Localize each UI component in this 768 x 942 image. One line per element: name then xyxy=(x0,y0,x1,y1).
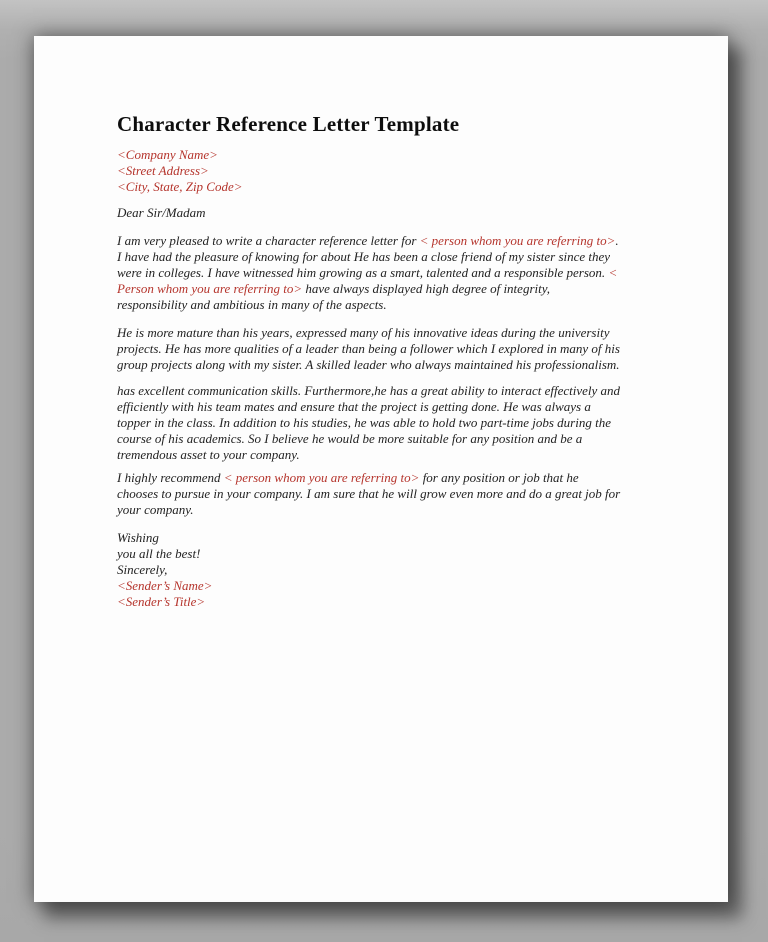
text-run: course of his academics. So I believe he would be more suitable for any position and be a xyxy=(117,431,583,446)
text-line xyxy=(117,357,670,373)
text-line xyxy=(117,281,670,297)
block-paragraph-3 xyxy=(117,383,670,463)
text-line xyxy=(117,530,670,546)
text-run: chooses to pursue in your company. I am sure that he will grow even more and do a great job for xyxy=(117,486,621,501)
text-line xyxy=(117,163,670,179)
text-run: your company. xyxy=(117,502,194,517)
text-run: you all the best! xyxy=(117,546,201,561)
placeholder-token: <City, State, Zip Code> xyxy=(117,179,243,194)
placeholder-token: Person whom you are referring to> xyxy=(117,281,303,296)
text-run: Sincerely, xyxy=(117,562,168,577)
text-line xyxy=(117,447,670,463)
placeholder-token: <Sender’s Name> xyxy=(117,578,213,593)
text-line xyxy=(117,383,670,399)
placeholder-token: <Street Address> xyxy=(117,163,209,178)
text-run: Dear Sir/Madam xyxy=(117,205,206,220)
text-line xyxy=(117,546,670,562)
text-line xyxy=(117,341,670,357)
letter-page xyxy=(34,36,728,902)
text-line xyxy=(117,325,670,341)
text-line xyxy=(117,502,670,518)
text-run: topper in the class. In addition to his studies, he was able to hold two part-time jobs during the xyxy=(117,415,611,430)
block-paragraph-4 xyxy=(117,470,670,518)
text-run: has excellent communication skills. Furthermore,he has a great ability to interact effectively and xyxy=(117,383,621,398)
text-run: for any position or job that he xyxy=(419,470,579,485)
text-run: have always displayed high degree of integrity, xyxy=(302,281,551,296)
text-line xyxy=(117,265,670,281)
text-line xyxy=(117,399,670,415)
letter-blocks xyxy=(117,147,670,610)
placeholder-token: < person whom you are referring to> xyxy=(419,233,616,248)
text-line xyxy=(117,205,670,221)
text-line xyxy=(117,578,670,594)
block-company-address xyxy=(117,147,670,195)
text-line xyxy=(117,486,670,502)
text-run: He is more mature than his years, expressed many of his innovative ideas during the university xyxy=(117,325,610,340)
block-paragraph-1 xyxy=(117,233,670,313)
text-line xyxy=(117,147,670,163)
text-line xyxy=(117,562,670,578)
placeholder-token: < xyxy=(608,265,618,280)
placeholder-token: < person whom you are referring to> xyxy=(223,470,420,485)
text-line xyxy=(117,431,670,447)
text-line xyxy=(117,179,670,195)
placeholder-token: <Sender’s Title> xyxy=(117,594,206,609)
text-run: were in colleges. I have witnessed him growing as a smart, talented and a responsible person. xyxy=(117,265,609,280)
text-run: efficiently with his team mates and ensure that the project is getting done. He was always a xyxy=(117,399,591,414)
text-line xyxy=(117,415,670,431)
text-run: tremendous asset to your company. xyxy=(117,447,300,462)
text-line xyxy=(117,297,670,313)
block-salutation xyxy=(117,205,670,221)
letter-title: Character Reference Letter Template xyxy=(117,112,460,136)
placeholder-token: <Company Name> xyxy=(117,147,218,162)
text-run: . xyxy=(615,233,619,248)
text-run: group projects along with my sister. A skilled leader who always maintained his professionalism. xyxy=(117,357,620,372)
text-run: responsibility and ambitious in many of the aspects. xyxy=(117,297,387,312)
text-run: I have had the pleasure of knowing for about He has been a close friend of my sister since they xyxy=(117,249,611,264)
text-run: I highly recommend xyxy=(117,470,224,485)
text-line xyxy=(117,594,670,610)
block-closing xyxy=(117,530,670,610)
text-run: I am very pleased to write a character reference letter for xyxy=(117,233,420,248)
text-run: Wishing xyxy=(117,530,159,545)
block-paragraph-2 xyxy=(117,325,670,373)
text-line xyxy=(117,233,670,249)
text-run: projects. He has more qualities of a leader than being a follower which I explored in many of his xyxy=(117,341,620,356)
text-line xyxy=(117,470,670,486)
text-line xyxy=(117,249,670,265)
